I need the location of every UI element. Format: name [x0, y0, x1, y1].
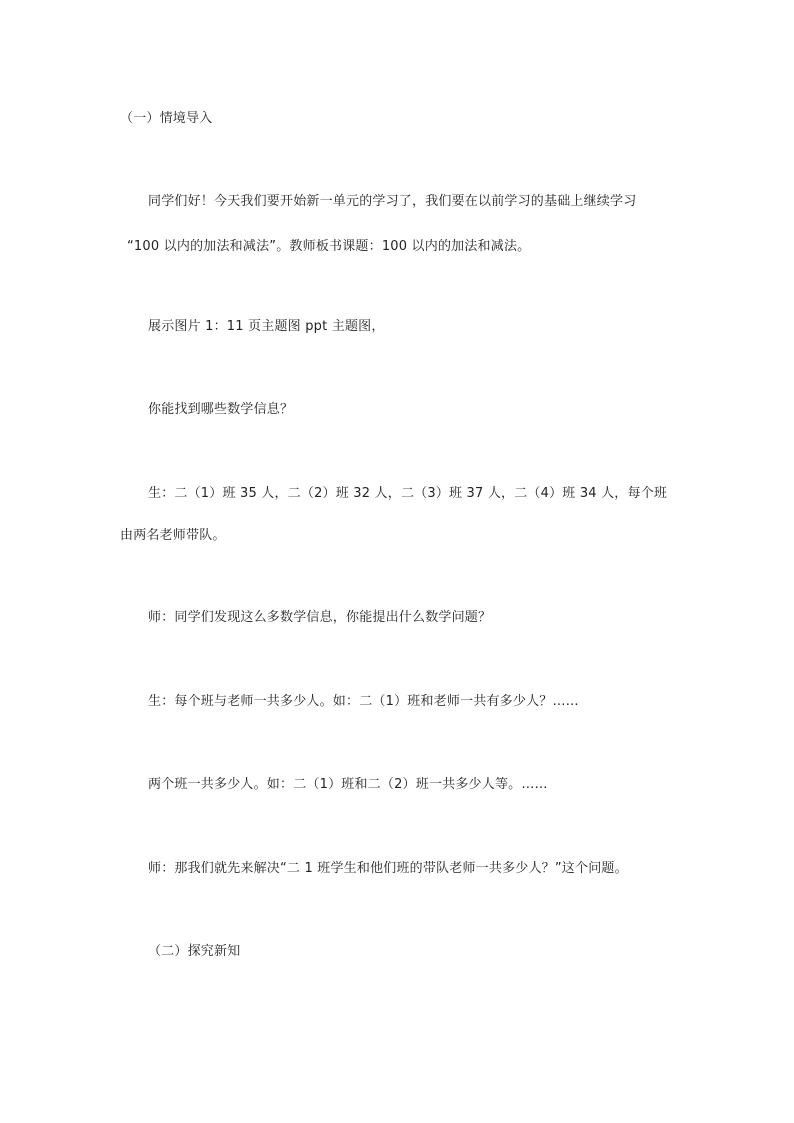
teacher-solve-paragraph: 师：那我们就先来解决“二 1 班学生和他们班的带队老师一共多少人？”这个问题。 — [148, 861, 628, 876]
question-info-paragraph: 你能找到哪些数学信息？ — [148, 402, 294, 417]
student-info-line-1: 生：二（1）班 35 人，二（2）班 32 人，二（3）班 37 人，二（4）班 34 人，每个班 — [148, 486, 668, 501]
intro-paragraph-line-2: “100 以内的加法和减法”。教师板书课题：100 以内的加法和减法。 — [127, 239, 531, 254]
student-question-2-paragraph: 两个班一共多少人。如：二（1）班和二（2）班一共多少人等。…… — [148, 777, 548, 792]
show-picture-paragraph: 展示图片 1：11 页主题图 ppt 主题图， — [148, 319, 385, 334]
student-question-1-paragraph: 生：每个班与老师一共多少人。如：二（1）班和老师一共有多少人？…… — [148, 694, 579, 709]
teacher-question-paragraph: 师：同学们发现这么多数学信息，你能提出什么数学问题？ — [148, 610, 492, 625]
section-heading-explore: （二）探究新知 — [148, 944, 241, 959]
intro-paragraph-line-1: 同学们好！今天我们要开始新一单元的学习了，我们要在以前学习的基础上继续学习 — [148, 194, 637, 209]
student-info-line-2: 由两名老师带队。 — [120, 528, 226, 543]
section-heading-introduction: （一）情境导入 — [120, 111, 213, 126]
